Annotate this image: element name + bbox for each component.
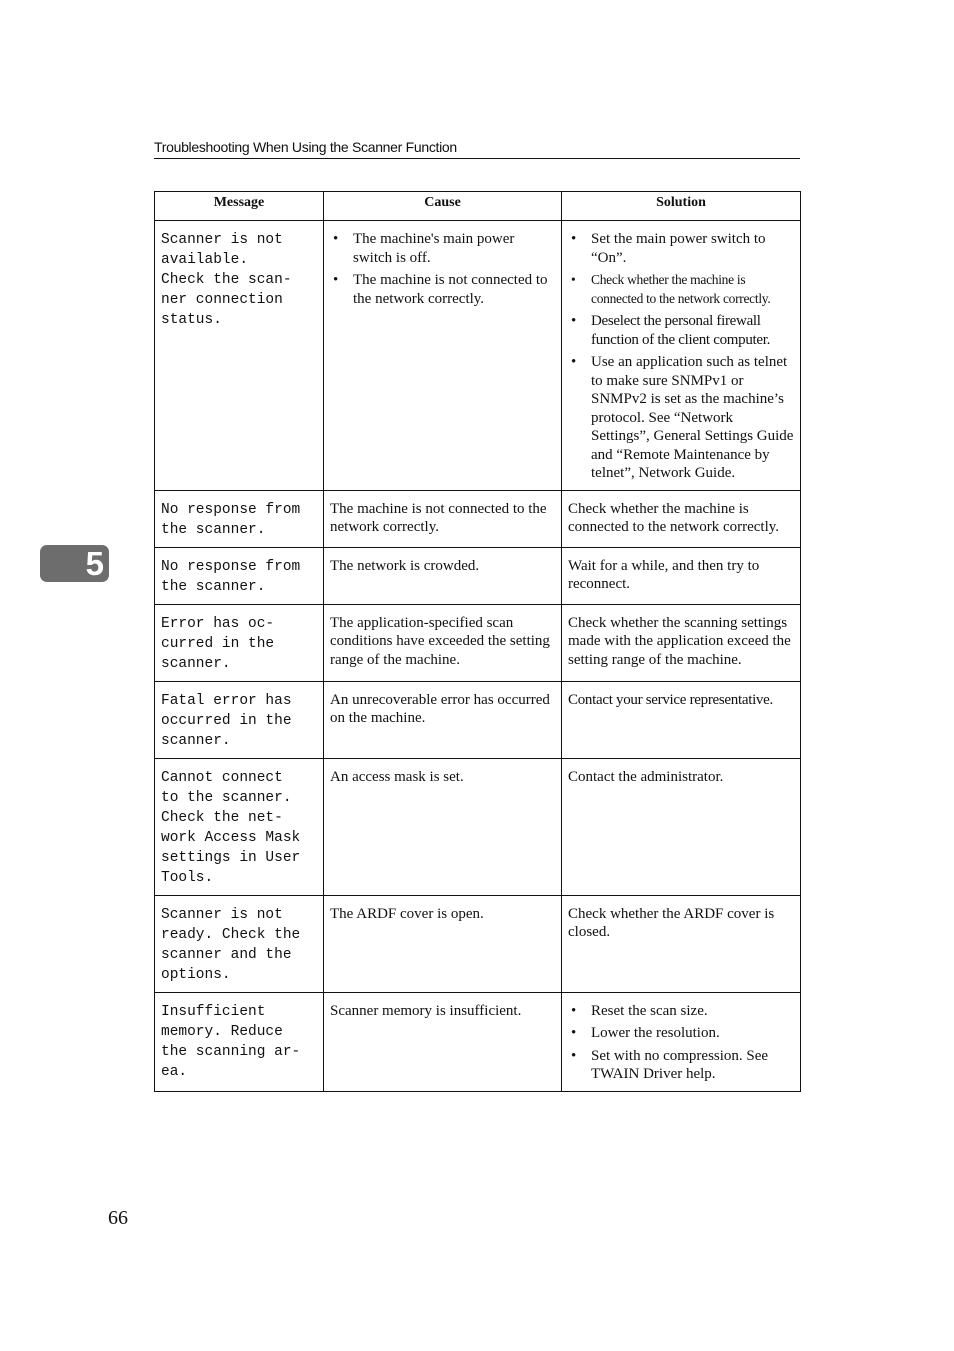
solution-item: • Check whether the machine is connected to the network correctly. (568, 271, 794, 308)
solution-item: • Lower the resolution. (568, 1024, 794, 1043)
message-line: occurred in the (161, 712, 292, 729)
message-line: the scanning ar- (161, 1043, 301, 1060)
solution-item: • Deselect the personal firewall function of the client computer. (568, 312, 794, 349)
solution-cell (562, 992, 801, 1091)
message-line: Cannot connect (161, 769, 283, 786)
message-line: scanner. (161, 655, 231, 672)
column-header-cause: Cause (324, 192, 562, 221)
message-line: No response from (161, 501, 301, 518)
cause-cell (324, 221, 562, 491)
message-line: options. (161, 966, 231, 983)
message-line: curred in the (161, 635, 275, 652)
message-line: Tools. (161, 869, 214, 886)
message-line: to the scanner. (161, 789, 292, 806)
message-line: available. (161, 252, 249, 268)
table-row (155, 604, 801, 681)
message-line: Scanner is not (161, 232, 283, 248)
solution-item: • Set the main power switch to “On”. (568, 230, 794, 267)
message-cell (155, 604, 324, 681)
message-line: memory. Reduce (161, 1023, 283, 1040)
message-cell (155, 221, 324, 491)
message-line: Scanner is not (161, 906, 283, 923)
table-row (155, 758, 801, 895)
solution-cell: Contact the administrator. (562, 758, 801, 895)
cause-cell: The network is crowded. (324, 547, 562, 604)
message-line: No response from (161, 558, 301, 575)
message-line: scanner. (161, 732, 231, 749)
message-line: work Access Mask (161, 829, 301, 846)
solution-cell (562, 221, 801, 491)
solution-cell: Wait for a while, and then try to reconnect. (562, 547, 801, 604)
solution-list (568, 230, 794, 483)
message-line: the scanner. (161, 578, 266, 595)
cause-cell: An access mask is set. (324, 758, 562, 895)
cause-list (330, 230, 555, 308)
solution-item: • Reset the scan size. (568, 1002, 794, 1021)
message-line: Fatal error has (161, 692, 292, 709)
message-line: scanner and the (161, 946, 292, 963)
cause-item: • The machine's main power switch is off. (330, 230, 555, 267)
table-row (155, 681, 801, 758)
solution-cell: Contact your service representative. (562, 681, 801, 758)
message-cell (155, 547, 324, 604)
message-line: Check the net- (161, 809, 283, 826)
cause-cell: Scanner memory is insufficient. (324, 992, 562, 1091)
message-line: Error has oc- (161, 615, 275, 632)
table-row (155, 992, 801, 1091)
message-line: settings in User (161, 849, 301, 866)
table-row (155, 221, 801, 491)
column-header-solution: Solution (562, 192, 801, 221)
message-line: the scanner. (161, 521, 266, 538)
message-line: Insufficient (161, 1003, 266, 1020)
message-cell (155, 895, 324, 992)
table-header-row (155, 192, 801, 221)
troubleshooting-table (154, 191, 801, 1092)
message-cell (155, 758, 324, 895)
cause-item: • The machine is not connected to the network correctly. (330, 271, 555, 308)
cause-cell: The ARDF cover is open. (324, 895, 562, 992)
message-cell (155, 681, 324, 758)
solution-cell: Check whether the machine is connected to the network correctly. (562, 490, 801, 547)
message-line: ea. (161, 1063, 188, 1080)
message-cell (155, 490, 324, 547)
solution-cell: Check whether the ARDF cover is closed. (562, 895, 801, 992)
message-line: ner connection (161, 292, 283, 308)
chapter-number: 5 (85, 545, 104, 582)
solution-list (568, 1002, 794, 1084)
column-header-message: Message (155, 192, 324, 221)
message-cell (155, 992, 324, 1091)
page-number: 66 (108, 1207, 128, 1229)
message-line: status. (161, 312, 222, 328)
cause-cell: An unrecoverable error has occurred on the machine. (324, 681, 562, 758)
message-line: Check the scan- (161, 272, 292, 288)
solution-cell: Check whether the scanning settings made with the application exceed the setting range of the machine. (562, 604, 801, 681)
solution-item: • Use an application such as telnet to make sure SNMPv1 or SNMPv2 is set as the machine’s protocol. See “Network Settings”, General Settings Guide and “Remote Maintenance by telnet”, Network Guide. (568, 353, 794, 483)
solution-item: • Set with no compression. See TWAIN Driver help. (568, 1047, 794, 1084)
running-header: Troubleshooting When Using the Scanner Function (154, 138, 800, 159)
table-row (155, 490, 801, 547)
message-line: ready. Check the (161, 926, 301, 943)
cause-cell: The application-specified scan conditions have exceeded the setting range of the machine. (324, 604, 562, 681)
table-row (155, 547, 801, 604)
chapter-tab (40, 545, 109, 582)
table-row (155, 895, 801, 992)
cause-cell: The machine is not connected to the network correctly. (324, 490, 562, 547)
